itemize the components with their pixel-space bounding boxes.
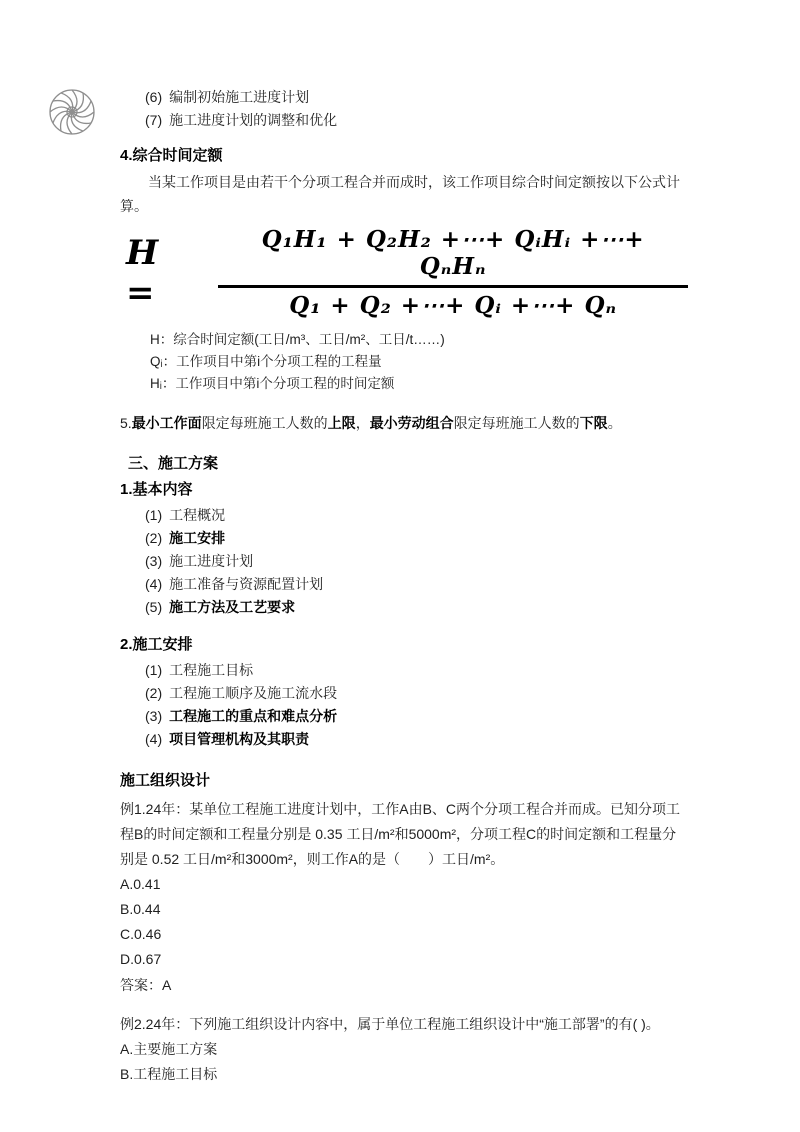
definition-line: Qᵢ：工作项目中第i个分项工程的工程量 (150, 354, 382, 369)
list-item (145, 705, 688, 728)
option-c: C.0.46 (120, 926, 162, 942)
subsection-2-title: 2.施工安排 (120, 636, 193, 653)
example-1-answer: 答案：A (120, 977, 172, 993)
list-item (145, 682, 688, 705)
list-item-text: 施工方法及工艺要求 (169, 599, 296, 615)
examples-heading: 施工组织设计 (120, 772, 211, 789)
definition-line: Hᵢ：工作项目中第i个分项工程的时间定额 (150, 376, 395, 391)
text-run: 限定每班施工人数的 (201, 415, 328, 431)
list-item-text: 项目管理机构及其职责 (169, 731, 310, 747)
list-item (145, 109, 688, 132)
list-item-number: (4) (145, 731, 163, 747)
section-4-title: 4.综合时间定额 (120, 147, 223, 164)
option-a: A.0.41 (120, 876, 161, 892)
example-1-question: 例1.24年：某单位工程施工进度计划中，工作A由B、C两个分项工程合并而成。已知分项工程B的时间定额和工程量分别是 0.35 工日/m²和5000m²，分项工程C的时间定额和工程量分别是 0.52 工日/m²和3000m²，则工作A的是（ ）工日/m²。 (120, 801, 681, 867)
subsection-1-title: 1.基本内容 (120, 481, 193, 498)
list-item (145, 596, 688, 619)
formula (126, 226, 688, 319)
formula-definitions (150, 329, 688, 395)
arrangement-list (145, 659, 688, 751)
list-item (145, 659, 688, 682)
text-run-bold: 最小工作面 (131, 415, 202, 431)
list-item-number: (2) (145, 685, 163, 701)
spiral-rosette-icon (47, 86, 97, 138)
option-b: B.工程施工目标 (120, 1066, 218, 1082)
list-item (145, 504, 688, 527)
list-item-number: (6) (145, 89, 163, 105)
section-4-paragraph: 当某工作项目是由若干个分项工程合并而成时，该工作项目综合时间定额按以下公式计算。 (120, 174, 680, 214)
list-item (145, 550, 688, 573)
text-run: ， (355, 415, 370, 431)
list-item-text: 工程施工目标 (169, 662, 254, 678)
text-run-bold: 最小劳动组合 (369, 415, 454, 431)
text-run-bold: 下限 (579, 415, 608, 431)
list-item-number: (2) (145, 530, 163, 546)
list-item-text: 施工安排 (169, 530, 226, 546)
list-item-text: 工程施工的重点和难点分析 (169, 708, 338, 724)
list-item-text: 施工进度计划的调整和优化 (169, 112, 338, 128)
list-item-text: 工程施工顺序及施工流水段 (169, 685, 338, 701)
option-d: D.0.67 (120, 951, 162, 967)
list-item-number: (4) (145, 576, 163, 592)
formula-lhs: H = (126, 232, 161, 313)
text-run-bold: 上限 (327, 415, 356, 431)
list-item-text: 施工进度计划 (169, 553, 254, 569)
list-item (145, 728, 688, 751)
text-run: 。 (607, 415, 622, 431)
point-5 (120, 411, 688, 435)
option-b: B.0.44 (120, 901, 161, 917)
definition-line: H：综合时间定额(工日/m³、工日/m²、工日/t……) (150, 332, 445, 347)
list-item-number: (7) (145, 112, 163, 128)
text-run: 5. (120, 415, 132, 431)
top-list (145, 86, 688, 132)
list-item-number: (3) (145, 553, 163, 569)
spiral-logo (47, 86, 97, 138)
section-3-title: 三、施工方案 (128, 455, 219, 472)
list-item-text: 工程概况 (169, 507, 226, 523)
list-item-text: 施工准备与资源配置计划 (169, 576, 324, 592)
list-item-number: (1) (145, 507, 163, 523)
example-2-question: 例2.24年：下列施工组织设计内容中，属于单位工程施工组织设计中“施工部署”的有( )。 (120, 1016, 660, 1032)
text-run: 限定每班施工人数的 (453, 415, 580, 431)
basic-content-list (145, 504, 688, 619)
list-item-number: (1) (145, 662, 163, 678)
list-item (145, 573, 688, 596)
list-item-number: (3) (145, 708, 163, 724)
option-a: A.主要施工方案 (120, 1041, 218, 1057)
list-item (145, 527, 688, 550)
formula-numerator: Q₁H₁ + Q₂H₂ +⋯+ QᵢHᵢ +⋯+ QₙHₙ (218, 226, 688, 288)
list-item (145, 86, 688, 109)
formula-denominator: Q₁ + Q₂ +⋯+ Qᵢ +⋯+ Qₙ (289, 292, 618, 319)
list-item-text: 编制初始施工进度计划 (169, 89, 310, 105)
list-item-number: (5) (145, 599, 163, 615)
formula-fraction (218, 226, 688, 319)
